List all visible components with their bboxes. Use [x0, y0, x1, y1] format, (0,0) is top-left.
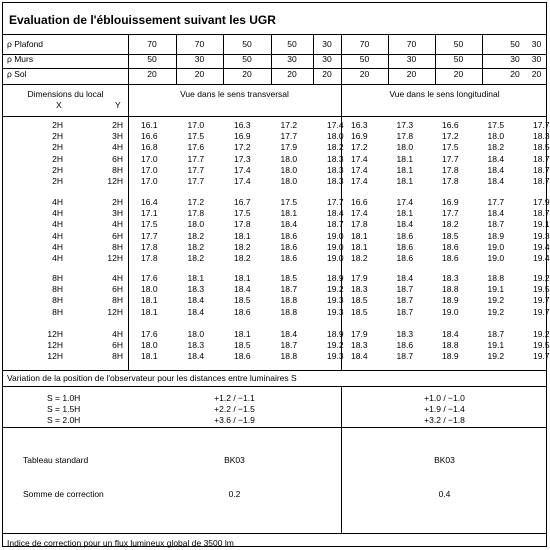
ugr-value: 17.3: [234, 153, 251, 164]
ugr-value: 18.0: [487, 131, 505, 142]
row-x: 8H: [52, 273, 63, 283]
ugr-value: 17.7: [442, 153, 459, 164]
ugr-value: 18.6: [442, 241, 459, 252]
row-y: 6H: [112, 284, 123, 295]
ugr-value: 17.4: [327, 120, 344, 130]
ugr-value: 18.7: [327, 219, 344, 230]
ugr-value: 18.8: [487, 273, 505, 283]
footer-note: Indice de correction pour un flux lumineux global de 3500 lm: [7, 538, 234, 548]
rho-value: 50: [242, 39, 252, 49]
rho-value: 20: [147, 69, 157, 79]
rho-value: 20: [453, 69, 464, 79]
ugr-value: 18.8: [442, 284, 459, 295]
ugr-value: 16.6: [351, 197, 368, 207]
ugr-value: 17.9: [280, 142, 298, 153]
row-x: 4H: [52, 253, 63, 263]
ugr-value: 18.5: [351, 295, 368, 306]
ugr-value: 17.8: [141, 253, 158, 263]
ugr-value: 18.1: [234, 273, 251, 283]
ugr-value: 18.5: [234, 295, 251, 306]
ugr-value: 18.6: [442, 253, 459, 263]
ugr-value: 17.9: [533, 197, 550, 207]
row-x: 8H: [52, 295, 63, 306]
ugr-value: 18.7: [533, 153, 550, 164]
ugr-value: 18.9: [327, 329, 344, 339]
ugr-value: 16.6: [442, 120, 459, 130]
ugr-value: 18.6: [280, 230, 298, 241]
ugr-value: 19.0: [327, 253, 344, 263]
ugr-value: 17.4: [351, 176, 368, 186]
rho-value: 50: [510, 39, 520, 49]
rho-value: 20: [531, 69, 542, 79]
ugr-value: 17.4: [351, 164, 368, 175]
row-y: 3H: [112, 131, 123, 142]
variation-transversal: +1.2 / −1.1 +2.2 / −1.5 +3.6 / −1.9: [214, 393, 255, 425]
ugr-value: 18.0: [187, 219, 205, 230]
rho-value: 30: [194, 54, 205, 64]
ugr-value: 17.7: [327, 197, 344, 207]
ugr-value: 18.9: [442, 351, 459, 362]
ugr-value: 18.3: [351, 284, 368, 295]
h-rule: [3, 116, 546, 117]
row-y: 8H: [112, 351, 123, 362]
ugr-value: 19.2: [487, 351, 505, 362]
rho-value: 20: [194, 69, 205, 79]
ugr-value: 18.4: [280, 219, 298, 230]
ugr-value: 18.5: [533, 142, 550, 153]
ugr-value: 19.1: [533, 219, 550, 230]
ugr-value: 19.5: [533, 340, 550, 351]
ugr-value: 18.4: [396, 219, 414, 230]
rho-value: 30: [531, 54, 542, 64]
variation-s-values: S = 1.0H S = 1.5H S = 2.0H: [47, 393, 81, 425]
row-y: 6H: [112, 153, 123, 164]
ugr-value: 18.4: [487, 176, 505, 186]
ugr-value: 19.3: [533, 230, 550, 241]
row-y: 4H: [112, 219, 123, 230]
row-x: 2H: [52, 120, 63, 130]
ugr-value: 18.2: [234, 241, 251, 252]
ugr-value: 16.9: [442, 197, 459, 207]
ugr-value: 18.3: [396, 329, 414, 339]
ugr-value: 17.5: [234, 208, 251, 219]
ugr-value: 19.3: [327, 306, 344, 317]
ugr-value: 18.3: [533, 131, 550, 142]
ugr-value: 18.1: [396, 164, 414, 175]
ugr-value: 18.7: [533, 164, 550, 175]
ugr-value: 17.0: [141, 164, 158, 175]
ugr-value: 19.2: [487, 295, 505, 306]
ugr-value: 18.1: [351, 241, 368, 252]
row-x: 8H: [52, 306, 63, 317]
ugr-value: 18.9: [327, 273, 344, 283]
rho-value: 20: [406, 69, 417, 79]
row-x: 4H: [52, 197, 63, 207]
row-x: 4H: [52, 241, 63, 252]
rho-label: ρ Sol: [7, 69, 27, 79]
row-y: 4H: [112, 329, 123, 339]
rho-value: 50: [287, 39, 297, 49]
ugr-value: 18.1: [396, 153, 414, 164]
ugr-value: 18.1: [280, 208, 298, 219]
row-y: 12H: [107, 253, 123, 263]
row-x: 2H: [52, 153, 63, 164]
rho-value: 30: [322, 39, 332, 49]
ugr-value: 17.7: [487, 197, 505, 207]
ugr-value: 18.4: [487, 153, 505, 164]
ugr-value: 17.2: [351, 142, 368, 153]
rho-label: ρ Murs: [7, 54, 34, 64]
ugr-value: 18.7: [396, 295, 414, 306]
rho-value: 30: [322, 54, 332, 64]
ugr-value: 17.8: [234, 219, 251, 230]
ugr-value: 18.0: [141, 284, 158, 295]
row-y: 6H: [112, 340, 123, 351]
ugr-value: 18.0: [280, 164, 298, 175]
rho-value: 50: [453, 54, 464, 64]
ugr-value: 18.0: [327, 131, 344, 142]
ugr-value: 18.7: [533, 208, 550, 219]
ugr-value: 18.6: [280, 253, 298, 263]
ugr-value: 18.4: [234, 284, 251, 295]
ugr-value: 17.4: [234, 164, 251, 175]
ugr-value: 18.4: [442, 329, 459, 339]
ugr-value: 17.4: [396, 197, 414, 207]
ugr-value: 17.5: [442, 142, 459, 153]
standard-transversal: BK03: [224, 455, 245, 465]
ugr-value: 18.7: [280, 284, 298, 295]
dims-header: Dimensions du local: [27, 89, 104, 99]
ugr-value: 18.8: [280, 306, 298, 317]
variation-heading: Variation de la position de l'observateur pour les distances entre luminaires S: [7, 373, 297, 383]
ugr-value: 18.1: [141, 351, 158, 362]
ugr-value: 18.7: [396, 284, 414, 295]
ugr-value: 18.9: [487, 230, 505, 241]
ugr-value: 18.1: [141, 306, 158, 317]
ugr-value: 17.7: [442, 208, 459, 219]
ugr-value: 17.8: [187, 208, 205, 219]
rho-value: 30: [406, 54, 417, 64]
ugr-value: 18.4: [280, 329, 298, 339]
ugr-value: 17.8: [396, 131, 414, 142]
ugr-value: 19.1: [487, 284, 505, 295]
ugr-value: 18.1: [396, 208, 414, 219]
ugr-value: 16.6: [141, 131, 158, 142]
ugr-value: 17.0: [141, 176, 158, 186]
ugr-value: 18.5: [280, 273, 298, 283]
ugr-value: 18.4: [487, 208, 505, 219]
ugr-value: 17.8: [442, 176, 459, 186]
ugr-value: 17.8: [351, 219, 368, 230]
ugr-value: 19.0: [327, 241, 344, 252]
ugr-value: 18.3: [187, 340, 205, 351]
ugr-value: 18.0: [187, 329, 205, 339]
ugr-value: 17.7: [187, 176, 205, 186]
table-title: Evaluation de l'éblouissement suivant les UGR: [9, 13, 276, 27]
row-x: 2H: [52, 142, 63, 153]
ugr-value: 18.5: [351, 306, 368, 317]
ugr-value: 18.1: [187, 273, 205, 283]
ugr-value: 18.3: [327, 176, 344, 186]
ugr-value: 18.3: [351, 340, 368, 351]
rho-value: 20: [242, 69, 252, 79]
ugr-value: 17.5: [141, 219, 158, 230]
row-x: 2H: [52, 176, 63, 186]
ugr-value: 19.5: [533, 284, 550, 295]
row-x: 2H: [52, 131, 63, 142]
ugr-value: 19.1: [487, 340, 505, 351]
rho-label: ρ Plafond: [7, 39, 44, 49]
ugr-value: 18.1: [351, 230, 368, 241]
rho-value: 70: [359, 39, 370, 49]
ugr-value: 17.3: [396, 120, 414, 130]
ugr-value: 19.0: [487, 241, 505, 252]
ugr-value: 17.2: [234, 142, 251, 153]
ugr-value: 16.8: [141, 142, 158, 153]
ugr-value: 17.7: [533, 120, 550, 130]
h-rule: [3, 370, 546, 371]
row-y: 8H: [112, 164, 123, 175]
ugr-value: 19.4: [533, 253, 550, 263]
ugr-value: 18.6: [234, 306, 251, 317]
ugr-value: 17.5: [280, 197, 298, 207]
ugr-value: 18.3: [327, 164, 344, 175]
row-x: 8H: [52, 284, 63, 295]
ugr-value: 18.3: [442, 273, 459, 283]
ugr-value: 18.4: [187, 295, 205, 306]
ugr-value: 18.3: [327, 153, 344, 164]
ugr-value: 18.1: [234, 329, 251, 339]
row-y: 6H: [112, 230, 123, 241]
ugr-value: 18.1: [234, 230, 251, 241]
ugr-value: 19.2: [487, 306, 505, 317]
ugr-value: 18.6: [396, 340, 414, 351]
ugr-value: 17.0: [141, 153, 158, 164]
ugr-value: 17.4: [234, 176, 251, 186]
rho-value: 30: [531, 39, 542, 49]
ugr-value: 19.7: [533, 295, 550, 306]
ugr-value: 16.9: [351, 131, 368, 142]
ugr-value: 17.8: [442, 164, 459, 175]
ugr-value: 17.2: [442, 131, 459, 142]
correction-longitudinal: 0.4: [438, 489, 451, 499]
ugr-value: 18.2: [187, 241, 205, 252]
ugr-value: 18.2: [487, 142, 505, 153]
ugr-value: 18.2: [187, 230, 205, 241]
ugr-value: 18.2: [351, 253, 368, 263]
ugr-value: 18.4: [351, 351, 368, 362]
ugr-value: 18.4: [396, 273, 414, 283]
ugr-value: 17.5: [487, 120, 505, 130]
ugr-value: 18.4: [487, 164, 505, 175]
ugr-value: 18.7: [533, 176, 550, 186]
ugr-value: 17.7: [187, 153, 205, 164]
row-y: 4H: [112, 142, 123, 153]
rho-value: 20: [510, 69, 520, 79]
ugr-value: 19.3: [327, 351, 344, 362]
h-rule: [3, 533, 546, 534]
rho-value: 70: [406, 39, 417, 49]
rho-value: 30: [510, 54, 520, 64]
ugr-value: 17.4: [351, 208, 368, 219]
ugr-value: 17.4: [351, 153, 368, 164]
rho-value: 20: [359, 69, 370, 79]
ugr-value: 16.3: [351, 120, 368, 130]
h-rule: [3, 34, 546, 35]
ugr-value: 17.6: [141, 329, 158, 339]
ugr-value: 18.8: [280, 351, 298, 362]
ugr-value: 16.7: [234, 197, 251, 207]
row-y: 2H: [112, 197, 123, 207]
ugr-value: 18.2: [187, 253, 205, 263]
variation-longitudinal: +1.0 / −1.0 +1.9 / −1.4 +3.2 / −1.8: [424, 393, 465, 425]
ugr-value: 18.1: [141, 295, 158, 306]
correction-label: Somme de correction: [23, 489, 104, 499]
row-y: 12H: [107, 176, 123, 186]
ugr-value: 17.2: [280, 120, 298, 130]
ugr-value: 19.0: [442, 306, 459, 317]
ugr-value: 17.6: [141, 273, 158, 283]
ugr-value: 16.1: [141, 120, 158, 130]
ugr-value: 18.4: [187, 306, 205, 317]
row-x: 12H: [47, 351, 63, 362]
ugr-value: 17.7: [280, 131, 298, 142]
rho-value: 50: [453, 39, 464, 49]
ugr-value: 16.3: [234, 120, 251, 130]
rho-value: 20: [322, 69, 332, 79]
row-x: 12H: [47, 340, 63, 351]
ugr-value: 18.0: [141, 340, 158, 351]
correction-transversal: 0.2: [228, 489, 241, 499]
standard-table-label: Tableau standard: [23, 455, 89, 465]
row-x: 4H: [52, 219, 63, 230]
ugr-value: 18.7: [280, 340, 298, 351]
row-x: 4H: [52, 230, 63, 241]
rho-value: 50: [242, 54, 252, 64]
ugr-value: 18.9: [442, 295, 459, 306]
ugr-value: 18.8: [442, 340, 459, 351]
standard-longitudinal: BK03: [434, 455, 455, 465]
ugr-value: 18.5: [442, 230, 459, 241]
ugr-value: 18.7: [487, 329, 505, 339]
ugr-value: 19.2: [327, 284, 344, 295]
ugr-value: 17.2: [187, 197, 205, 207]
ugr-value: 17.0: [187, 120, 205, 130]
row-x: 12H: [47, 329, 63, 339]
ugr-value: 18.1: [396, 176, 414, 186]
x-header: X: [56, 100, 62, 110]
row-x: 2H: [52, 164, 63, 175]
row-x: 4H: [52, 208, 63, 219]
row-y: 8H: [112, 241, 123, 252]
rho-value: 70: [194, 39, 205, 49]
rho-value: 50: [147, 54, 157, 64]
view-transversal-header: Vue dans le sens transversal: [180, 89, 289, 99]
y-header: Y: [115, 100, 121, 110]
ugr-value: 19.2: [533, 329, 550, 339]
ugr-value: 19.4: [533, 241, 550, 252]
ugr-value: 18.5: [234, 340, 251, 351]
row-y: 3H: [112, 208, 123, 219]
ugr-value: 18.6: [280, 241, 298, 252]
row-y: 2H: [112, 120, 123, 130]
ugr-value: 18.0: [280, 153, 298, 164]
ugr-value: 17.7: [187, 164, 205, 175]
ugr-value: 18.0: [396, 142, 414, 153]
row-y: 4H: [112, 273, 123, 283]
ugr-value: 19.3: [327, 295, 344, 306]
ugr-value: 18.7: [487, 219, 505, 230]
ugr-value: 19.7: [533, 306, 550, 317]
ugr-value: 19.0: [487, 253, 505, 263]
rho-value: 30: [287, 54, 297, 64]
ugr-value: 19.2: [533, 273, 550, 283]
ugr-value: 18.6: [396, 230, 414, 241]
ugr-value: 17.8: [141, 241, 158, 252]
ugr-value: 17.9: [351, 329, 368, 339]
rho-value: 50: [359, 54, 370, 64]
ugr-value: 18.2: [327, 142, 344, 153]
h-rule: [3, 84, 546, 85]
ugr-value: 18.6: [234, 351, 251, 362]
ugr-value: 18.4: [327, 208, 344, 219]
ugr-value: 17.6: [187, 142, 205, 153]
ugr-value: 17.5: [187, 131, 205, 142]
ugr-value: 18.3: [187, 284, 205, 295]
ugr-value: 18.4: [187, 351, 205, 362]
h-rule: [3, 386, 546, 387]
view-longitudinal-header: Vue dans le sens longitudinal: [389, 89, 500, 99]
row-y: 8H: [112, 295, 123, 306]
ugr-value: 17.1: [141, 208, 158, 219]
ugr-value: 18.6: [396, 253, 414, 263]
row-y: 12H: [107, 306, 123, 317]
ugr-value: 18.0: [280, 176, 298, 186]
rho-value: 70: [147, 39, 157, 49]
ugr-value: 16.9: [234, 131, 251, 142]
ugr-value: 16.4: [141, 197, 158, 207]
ugr-value: 18.8: [280, 295, 298, 306]
ugr-value: 18.7: [396, 351, 414, 362]
h-rule: [3, 427, 546, 428]
ugr-value: 19.7: [533, 351, 550, 362]
v-rule: [128, 84, 129, 370]
ugr-value: 18.6: [396, 241, 414, 252]
ugr-value: 19.2: [327, 340, 344, 351]
rho-value: 20: [287, 69, 297, 79]
ugr-value: 18.2: [442, 219, 459, 230]
ugr-value: 18.2: [234, 253, 251, 263]
ugr-value: 17.7: [141, 230, 158, 241]
ugr-value: 17.9: [351, 273, 368, 283]
ugr-table-frame: [2, 2, 550, 548]
ugr-value: 18.7: [396, 306, 414, 317]
ugr-value: 19.0: [327, 230, 344, 241]
